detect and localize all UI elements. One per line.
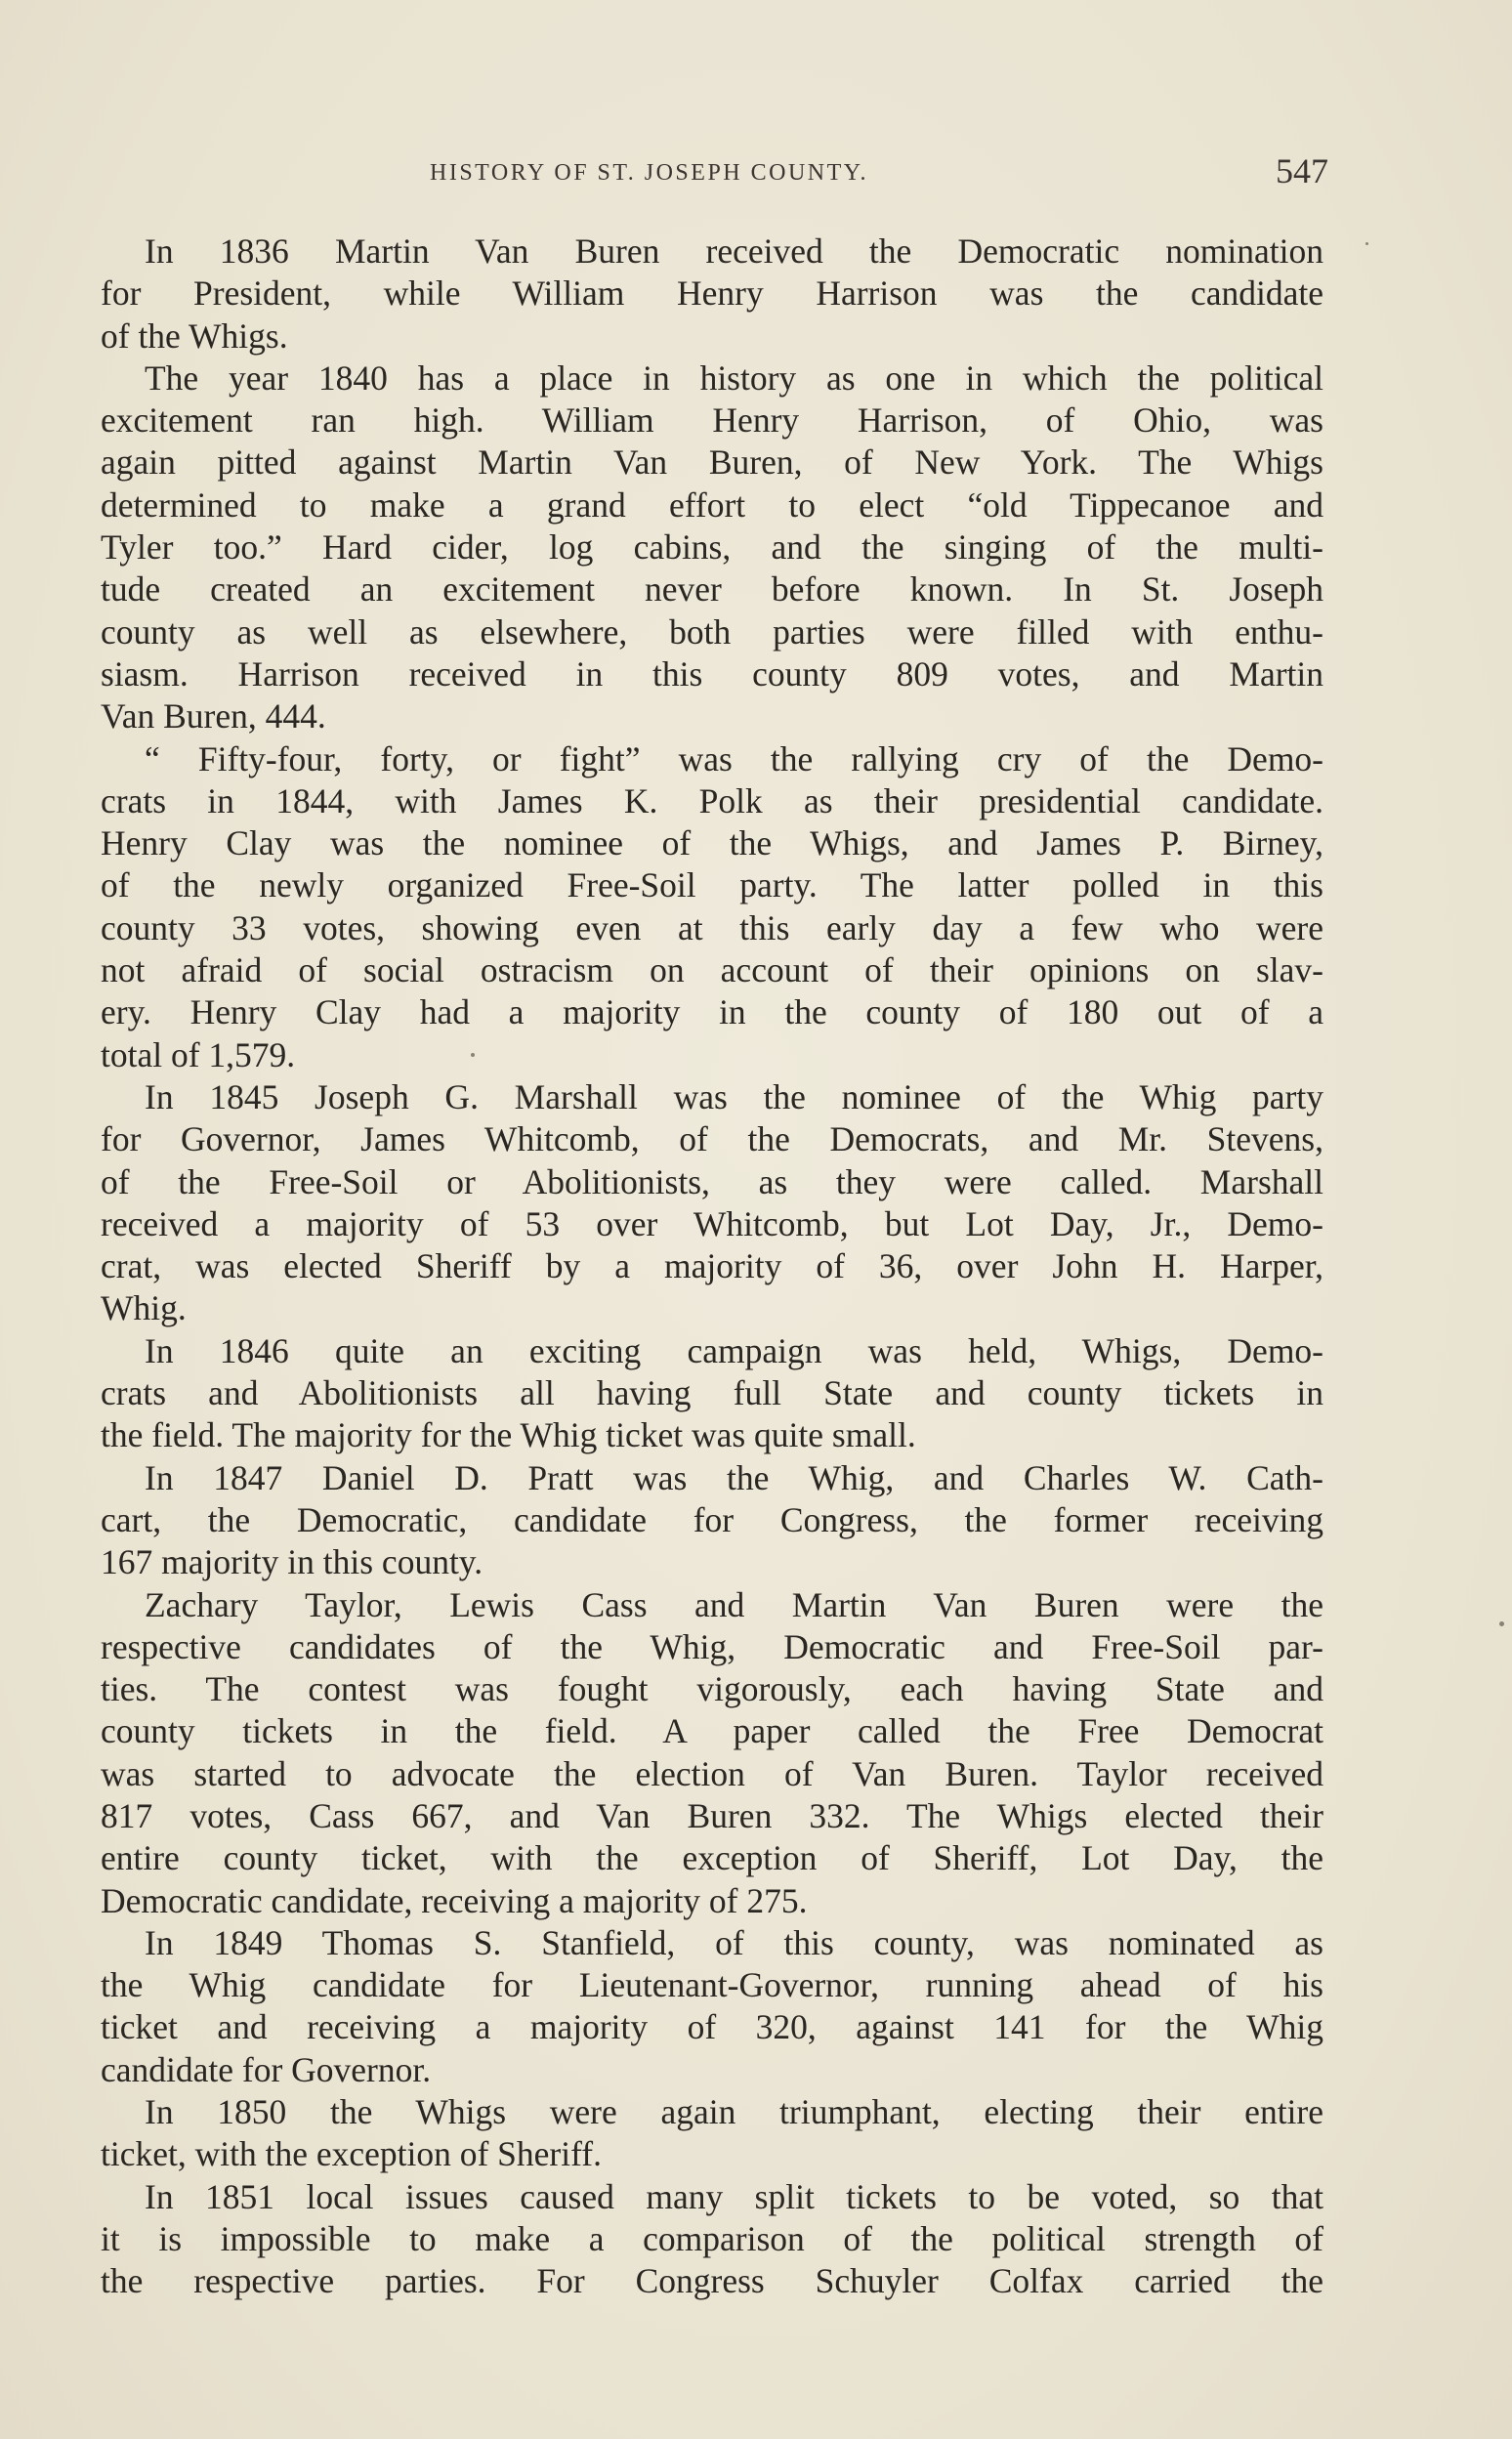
- text-line: the respective parties. For Congress Schuyler Colfax carried the: [101, 2261, 1323, 2301]
- text-line: Van Buren, 444.: [101, 696, 326, 736]
- paragraph-1849: [101, 1922, 1323, 2091]
- paragraph-1846: [101, 1330, 1323, 1457]
- text-line: Henry Clay was the nominee of the Whigs, and James P. Birney,: [101, 823, 1323, 863]
- paper-speck: [471, 1053, 475, 1057]
- text-line: of the Free-Soil or Abolitionists, as they were called. Marshall: [101, 1161, 1323, 1201]
- text-line: “ Fifty-four, forty, or fight” was the rallying cry of the Demo-: [145, 738, 1323, 778]
- text-line: ery. Henry Clay had a majority in the county of 180 out of a: [101, 992, 1323, 1032]
- paper-speck: [1365, 242, 1368, 245]
- text-line: again pitted against Martin Van Buren, of New York. The Whigs: [101, 442, 1323, 483]
- page-header: [98, 147, 1328, 195]
- paragraph-1844: [101, 738, 1323, 1076]
- text-line: was started to advocate the election of Van Buren. Taylor received: [101, 1753, 1323, 1793]
- paragraph-1847: [101, 1457, 1323, 1584]
- paragraph-1845: [101, 1076, 1323, 1330]
- text-line: In 1850 the Whigs were again triumphant, electing their entire: [145, 2092, 1323, 2132]
- paragraph-1836: [101, 231, 1323, 357]
- text-line: In 1849 Thomas S. Stanfield, of this county, was nominated as: [145, 1922, 1323, 1962]
- paragraph-1848: [101, 1584, 1323, 1922]
- text-line: In 1845 Joseph G. Marshall was the nominee of the Whig party: [145, 1076, 1323, 1116]
- text-line: Tyler too.” Hard cider, log cabins, and the singing of the multi-: [101, 527, 1323, 568]
- text-line: county 33 votes, showing even at this early day a few who were: [101, 907, 1323, 947]
- text-line: Democratic candidate, receiving a majority of 275.: [101, 1880, 808, 1920]
- paper-speck: [1499, 1621, 1504, 1626]
- paragraph-1851: [101, 2176, 1323, 2303]
- text-line: The year 1840 has a place in history as one in which the political: [145, 357, 1323, 398]
- text-line: received a majority of 53 over Whitcomb, but Lot Day, Jr., Demo-: [101, 1203, 1323, 1243]
- text-line: the field. The majority for the Whig ticket was quite small.: [101, 1415, 916, 1455]
- text-line: In 1851 local issues caused many split tickets to be voted, so that: [145, 2176, 1323, 2216]
- text-line: cart, the Democratic, candidate for Congress, the former receiving: [101, 1499, 1323, 1539]
- text-line: In 1846 quite an exciting campaign was held, Whigs, Demo-: [145, 1330, 1323, 1370]
- body-text: [101, 231, 1323, 2303]
- text-line: ticket and receiving a majority of 320, against 141 for the Whig: [101, 2007, 1323, 2047]
- text-line: of the newly organized Free-Soil party. The latter polled in this: [101, 865, 1323, 905]
- text-line: county tickets in the field. A paper called the Free Democrat: [101, 1711, 1323, 1751]
- text-line: respective candidates of the Whig, Democratic and Free-Soil par-: [101, 1626, 1323, 1666]
- text-line: excitement ran high. William Henry Harrison, of Ohio, was: [101, 400, 1323, 441]
- text-line: In 1847 Daniel D. Pratt was the Whig, and Charles W. Cath-: [145, 1457, 1323, 1497]
- text-line: crat, was elected Sheriff by a majority of 36, over John H. Harper,: [101, 1246, 1323, 1286]
- text-line: not afraid of social ostracism on account of their opinions on slav-: [101, 950, 1323, 990]
- text-line: entire county ticket, with the exception of Sheriff, Lot Day, the: [101, 1838, 1323, 1878]
- text-line: siasm. Harrison received in this county 809 votes, and Martin: [101, 653, 1323, 694]
- text-line: for Governor, James Whitcomb, of the Democrats, and Mr. Stevens,: [101, 1119, 1323, 1159]
- text-line: ticket, with the exception of Sheriff.: [101, 2134, 602, 2174]
- text-line: ties. The contest was fought vigorously, each having State and: [101, 1669, 1323, 1709]
- running-title: HISTORY OF ST. JOSEPH COUNTY.: [430, 160, 869, 186]
- text-line: determined to make a grand effort to elect “old Tippecanoe and: [101, 484, 1323, 525]
- text-line: tude created an excitement never before known. In St. Joseph: [101, 569, 1323, 610]
- text-line: total of 1,579.: [101, 1034, 296, 1074]
- text-line: Zachary Taylor, Lewis Cass and Martin Van Buren were the: [145, 1584, 1323, 1624]
- paragraph-1840: [101, 357, 1323, 738]
- text-line: county as well as elsewhere, both parties were filled with enthu-: [101, 611, 1323, 652]
- text-line: Whig.: [101, 1288, 187, 1328]
- text-line: In 1836 Martin Van Buren received the Democratic nomination: [145, 231, 1323, 271]
- text-line: the Whig candidate for Lieutenant-Governor, running ahead of his: [101, 1965, 1323, 2005]
- paragraph-1850: [101, 2091, 1323, 2176]
- text-line: 167 majority in this county.: [101, 1542, 483, 1582]
- text-line: of the Whigs.: [101, 315, 288, 356]
- text-line: for President, while William Henry Harrison was the candidate: [101, 273, 1323, 314]
- text-line: crats and Abolitionists all having full State and county tickets in: [101, 1373, 1323, 1413]
- text-line: crats in 1844, with James K. Polk as their presidential candidate.: [101, 780, 1323, 820]
- text-line: candidate for Governor.: [101, 2049, 432, 2089]
- text-line: 817 votes, Cass 667, and Van Buren 332. The Whigs elected their: [101, 1795, 1323, 1835]
- text-line: it is impossible to make a comparison of the political strength of: [101, 2218, 1323, 2258]
- page-number: 547: [1276, 151, 1328, 190]
